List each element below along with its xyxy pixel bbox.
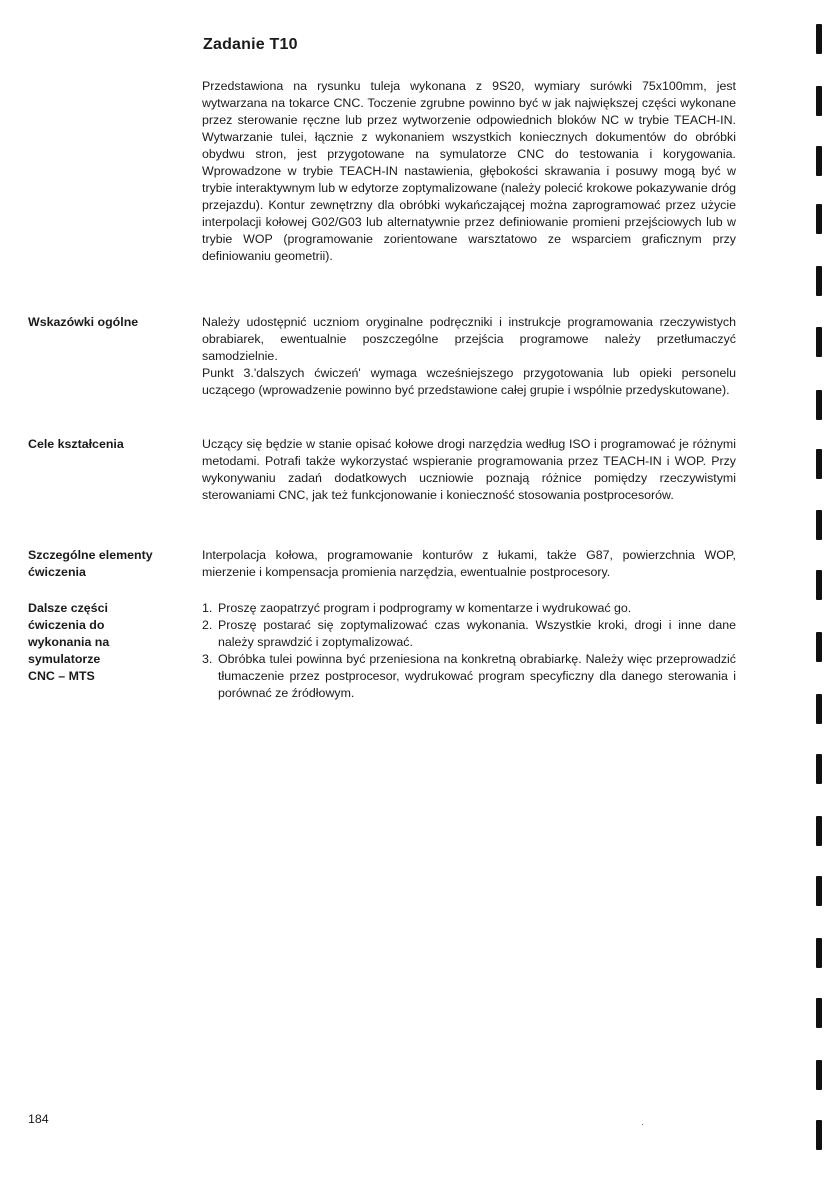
edge-index-mark: [816, 998, 822, 1028]
section-label-further: [28, 600, 188, 685]
list-item-number: 1.: [202, 601, 213, 615]
list-item-number: 2.: [202, 618, 213, 632]
edge-index-mark: [816, 694, 822, 724]
section-label-goals: Cele kształcenia: [28, 437, 124, 451]
section-label-further-line-2: ćwiczenia do: [28, 618, 105, 632]
list-item: [202, 651, 736, 702]
edge-index-mark: [816, 266, 822, 296]
edge-index-mark: [816, 146, 822, 176]
section-label-general: Wskazówki ogólne: [28, 315, 139, 329]
further-tasks-list: [202, 600, 736, 702]
edge-index-mark: [816, 1060, 822, 1090]
page-title: Zadanie T10: [203, 36, 298, 53]
section-label-elements-line-1: Szczególne elementy: [28, 548, 153, 562]
page-number: 184: [28, 1112, 49, 1126]
list-item-text: Proszę zaopatrzyć program i podprogramy w komentarze i wydrukować go.: [218, 601, 632, 615]
edge-index-mark: [816, 24, 822, 54]
list-item-number: 3.: [202, 652, 213, 666]
edge-index-mark: [816, 204, 822, 234]
general-paragraph-2: Punkt 3.'dalszych ćwiczeń' wymaga wcześniejszego przygotowania lub opieki personelu uczącego (wprowadzenie powinno być przedstawione całej grupie i wspólnie przedyskutowane).: [202, 366, 736, 397]
list-item-text: Proszę postarać się zoptymalizować czas wykonania. Wszystkie kroki, drogi i inne dane należy sprawdzić i zoptymalizować.: [218, 618, 736, 649]
edge-index-mark: [816, 86, 822, 116]
edge-index-mark: [816, 390, 822, 420]
edge-index-mark: [816, 1120, 822, 1150]
section-label-further-line-3: wykonania na: [28, 635, 110, 649]
intro-paragraph: Przedstawiona na rysunku tuleja wykonana z 9S20, wymiary surówki 75x100mm, jest wytwarzana na tokarce CNC. Toczenie zgrubne powinno być w jak największej części wykonane przez sterowanie ręczne lub przez wytworzenie odpowiednich bloków NC w trybie TEACH-IN. Wytwarzanie tulei, łącznie z wykonaniem wszystkich koniecznych dokumentów do obróbki obydwu stron, jest przygotowane na symulatorze CNC do testowania i korygowania. Wprowadzone w trybie TEACH-IN nastawienia, głębokości skrawania i posuwy mogą być w trybie interaktywnym lub w edytorze zoptymalizowane (należy polecić krokowe pokazywanie dróg przejazdu). Kontur zewnętrzny dla obróbki wykańczającej można zaprogramować przez użycie interpolacji kołowej G02/G03 lub alternatywnie przez definiowanie promieni przejściowych lub w trybie WOP (programowanie zorientowane warsztatowo ze wsparciem graficznym przy definiowaniu geometrii).: [202, 79, 736, 263]
list-item-text: Obróbka tulei powinna być przeniesiona na konkretną obrabiarkę. Należy więc przeprowadzić tłumaczenie przez postprocesor, wydrukować program specyficzny dla danego sterowania i porównać ze źródłowym.: [218, 652, 736, 700]
edge-index-mark: [816, 570, 822, 600]
list-item: [202, 600, 736, 617]
scan-speck: [642, 1124, 643, 1125]
list-item: [202, 617, 736, 651]
edge-index-mark: [816, 632, 822, 662]
section-label-further-line-5: CNC – MTS: [28, 669, 95, 683]
edge-index-mark: [816, 449, 822, 479]
edge-index-mark: [816, 816, 822, 846]
elements-paragraph: Interpolacja kołowa, programowanie konturów z łukami, także G87, powierzchnia WOP, mierzenie i kompensacja promienia narzędzia, ewentualnie postprocesory.: [202, 548, 736, 579]
edge-index-mark: [816, 327, 822, 357]
section-label-further-line-1: Dalsze części: [28, 601, 108, 615]
goals-paragraph: Uczący się będzie w stanie opisać kołowe drogi narzędzia według ISO i programować je różnymi metodami. Potrafi także wykorzystać wspieranie programowania przez TEACH-IN i WOP. Przy wykonywaniu zadań dodatkowych uczniowie poznają różnice pomiędzy rzeczywistymi sterowaniami CNC, jak też funkcjonowanie i konieczność stosowania postprocesorów.: [202, 437, 736, 502]
edge-index-mark: [816, 754, 822, 784]
section-label-further-line-4: symulatorze: [28, 652, 101, 666]
section-label-elements: [28, 547, 188, 581]
edge-index-mark: [816, 510, 822, 540]
edge-index-mark: [816, 938, 822, 968]
general-paragraph-1: Należy udostępnić uczniom oryginalne podręczniki i instrukcje programowania rzeczywistych obrabiarek, ewentualnie poszczególne przejścia programowe należy przetłumaczyć samodzielnie.: [202, 315, 736, 363]
section-label-elements-line-2: ćwiczenia: [28, 565, 86, 579]
edge-index-mark: [816, 876, 822, 906]
